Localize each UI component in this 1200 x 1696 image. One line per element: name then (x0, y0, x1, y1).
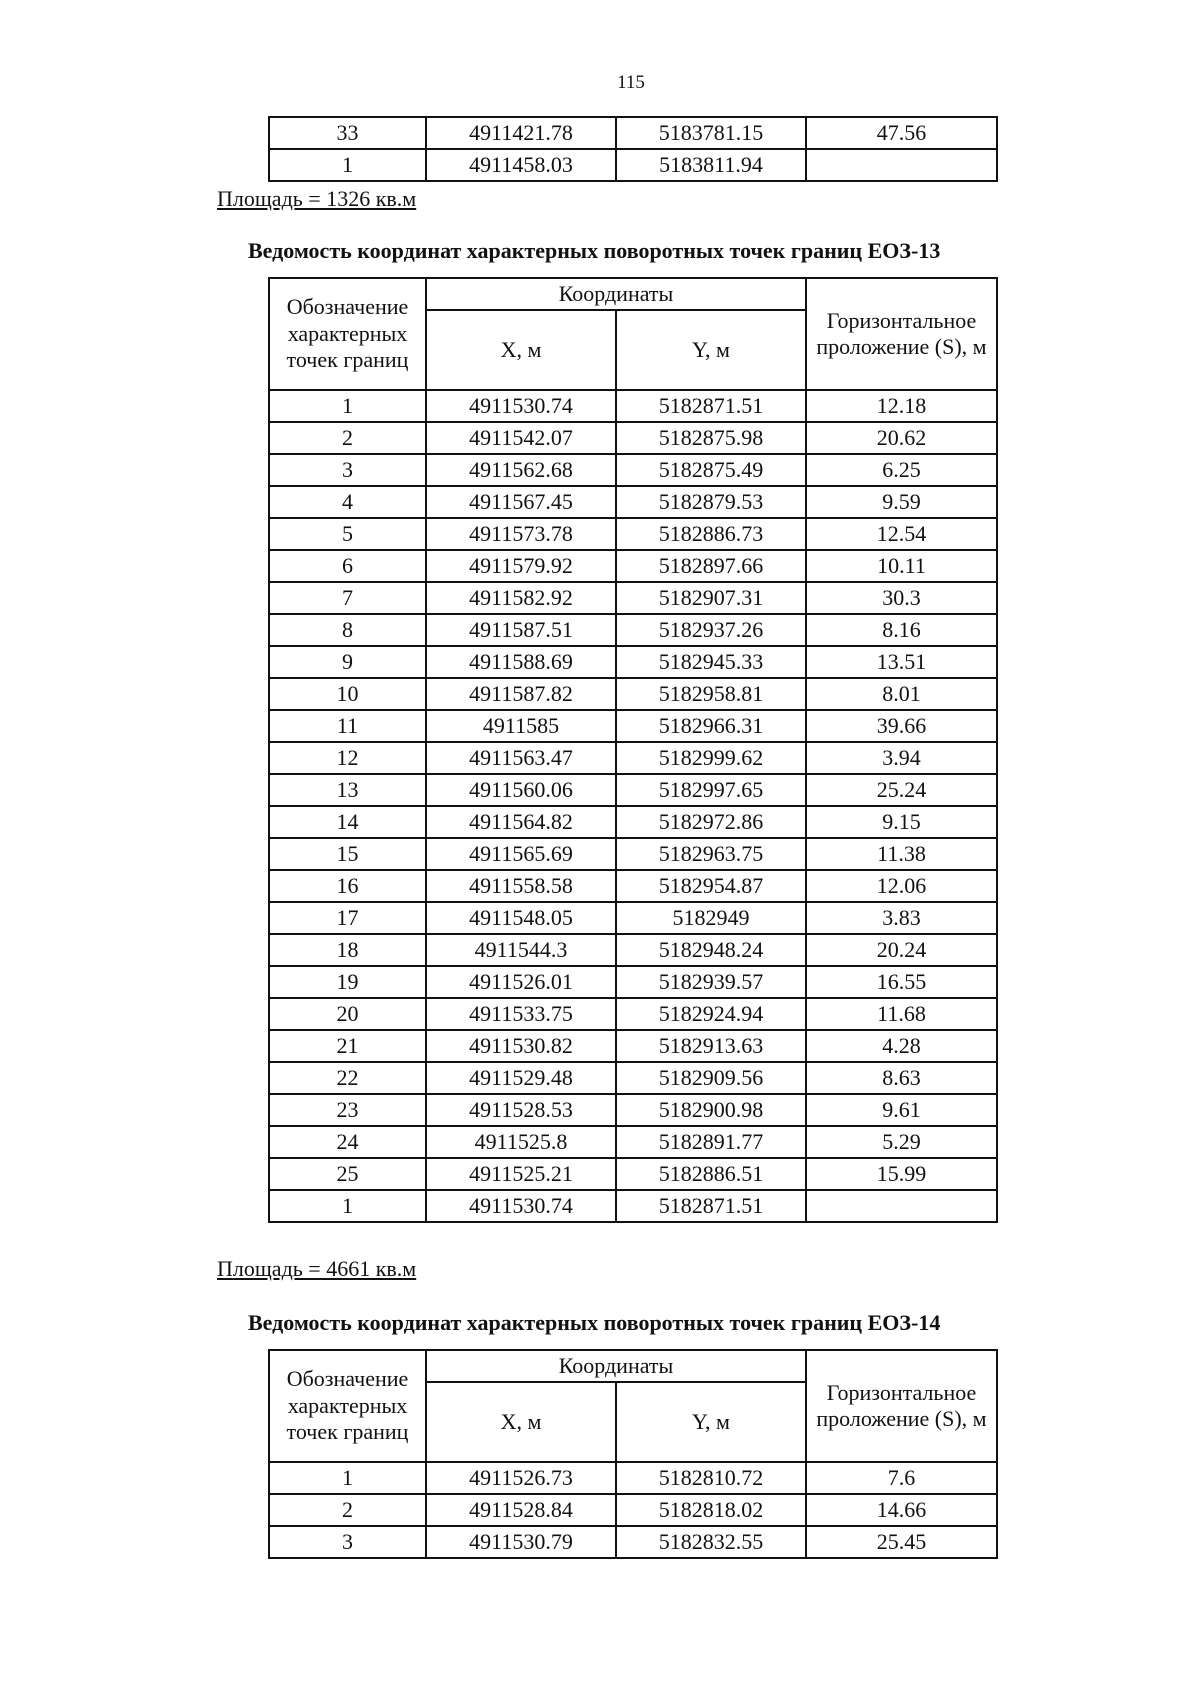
header-y: Y, м (616, 310, 806, 390)
cell-point: 14 (269, 806, 426, 838)
cell-y: 5182997.65 (616, 774, 806, 806)
cell-point: 21 (269, 1030, 426, 1062)
cell-x: 4911525.21 (426, 1158, 616, 1190)
cell-distance: 25.45 (806, 1526, 997, 1558)
cell-distance: 16.55 (806, 966, 997, 998)
table-row (269, 1126, 997, 1158)
cell-x: 4911526.01 (426, 966, 616, 998)
cell-distance: 12.06 (806, 870, 997, 902)
cell-point: 1 (269, 149, 426, 181)
cell-x: 4911458.03 (426, 149, 616, 181)
cell-x: 4911567.45 (426, 486, 616, 518)
cell-y: 5182875.98 (616, 422, 806, 454)
cell-y: 5182949 (616, 902, 806, 934)
area-label: Площадь = 4661 кв.м (217, 1256, 417, 1281)
cell-y: 5182897.66 (616, 550, 806, 582)
header-point-designation: Обозначение характерных точек границ (269, 1350, 426, 1462)
table-row (269, 582, 997, 614)
cell-point: 3 (269, 454, 426, 486)
cell-point: 18 (269, 934, 426, 966)
table-row (269, 422, 997, 454)
table-row (269, 902, 997, 934)
cell-x: 4911526.73 (426, 1462, 616, 1494)
section-title-eoz-13: Ведомость координат характерных поворотных точек границ ЕОЗ-13 (248, 238, 941, 263)
cell-x: 4911542.07 (426, 422, 616, 454)
cell-y: 5182832.55 (616, 1526, 806, 1558)
cell-y: 5182999.62 (616, 742, 806, 774)
cell-point: 17 (269, 902, 426, 934)
cell-x: 4911582.92 (426, 582, 616, 614)
area-label: Площадь = 1326 кв.м (217, 186, 417, 211)
cell-x: 4911528.53 (426, 1094, 616, 1126)
cell-point: 12 (269, 742, 426, 774)
coordinates-table-eoz-14 (268, 1349, 998, 1559)
table-row (269, 454, 997, 486)
cell-point: 1 (269, 1462, 426, 1494)
cell-y: 5182818.02 (616, 1494, 806, 1526)
cell-distance (806, 149, 997, 181)
cell-y: 5182913.63 (616, 1030, 806, 1062)
cell-point: 23 (269, 1094, 426, 1126)
cell-x: 4911544.3 (426, 934, 616, 966)
cell-x: 4911588.69 (426, 646, 616, 678)
cell-y: 5182900.98 (616, 1094, 806, 1126)
table-row (269, 646, 997, 678)
cell-distance: 9.59 (806, 486, 997, 518)
cell-point: 13 (269, 774, 426, 806)
cell-distance: 25.24 (806, 774, 997, 806)
cell-y: 5182948.24 (616, 934, 806, 966)
table-body (269, 117, 997, 181)
cell-point: 20 (269, 998, 426, 1030)
header-horizontal-distance: Горизонтальное проложение (S), м (806, 278, 997, 390)
header-y: Y, м (616, 1382, 806, 1462)
cell-x: 4911421.78 (426, 117, 616, 149)
cell-distance: 11.68 (806, 998, 997, 1030)
cell-point: 8 (269, 614, 426, 646)
page-number: 115 (617, 72, 645, 93)
table-row (269, 1062, 997, 1094)
cell-distance: 8.01 (806, 678, 997, 710)
cell-y: 5182879.53 (616, 486, 806, 518)
cell-x: 4911579.92 (426, 550, 616, 582)
table-body (269, 1462, 997, 1558)
cell-x: 4911530.82 (426, 1030, 616, 1062)
table-row (269, 806, 997, 838)
cell-y: 5182886.73 (616, 518, 806, 550)
cell-x: 4911533.75 (426, 998, 616, 1030)
cell-point: 3 (269, 1526, 426, 1558)
cell-distance: 13.51 (806, 646, 997, 678)
table-row (269, 1494, 997, 1526)
cell-distance: 3.94 (806, 742, 997, 774)
cell-y: 5182875.49 (616, 454, 806, 486)
table-row (269, 998, 997, 1030)
cell-point: 7 (269, 582, 426, 614)
table-row (269, 1158, 997, 1190)
cell-point: 15 (269, 838, 426, 870)
cell-point: 1 (269, 1190, 426, 1222)
table-row (269, 1030, 997, 1062)
cell-distance: 7.6 (806, 1462, 997, 1494)
table-row (269, 1190, 997, 1222)
cell-point: 11 (269, 710, 426, 742)
cell-point: 25 (269, 1158, 426, 1190)
header-coordinates: Координаты (426, 1350, 806, 1382)
table-row (269, 390, 997, 422)
cell-y: 5182871.51 (616, 390, 806, 422)
cell-y: 5182966.31 (616, 710, 806, 742)
cell-y: 5182924.94 (616, 998, 806, 1030)
cell-y: 5182891.77 (616, 1126, 806, 1158)
cell-y: 5182937.26 (616, 614, 806, 646)
cell-x: 4911530.79 (426, 1526, 616, 1558)
cell-y: 5182810.72 (616, 1462, 806, 1494)
cell-x: 4911529.48 (426, 1062, 616, 1094)
cell-point: 4 (269, 486, 426, 518)
table-row (269, 486, 997, 518)
cell-x: 4911563.47 (426, 742, 616, 774)
table-row (269, 614, 997, 646)
coordinates-table-continuation (268, 116, 998, 182)
cell-distance: 20.24 (806, 934, 997, 966)
cell-y: 5182907.31 (616, 582, 806, 614)
cell-distance: 3.83 (806, 902, 997, 934)
cell-x: 4911560.06 (426, 774, 616, 806)
cell-distance: 9.61 (806, 1094, 997, 1126)
cell-distance: 5.29 (806, 1126, 997, 1158)
table-body (269, 390, 997, 1222)
cell-y: 5182939.57 (616, 966, 806, 998)
cell-point: 24 (269, 1126, 426, 1158)
cell-distance: 11.38 (806, 838, 997, 870)
cell-distance: 12.18 (806, 390, 997, 422)
cell-point: 2 (269, 422, 426, 454)
cell-point: 2 (269, 1494, 426, 1526)
table-row (269, 550, 997, 582)
cell-distance: 8.63 (806, 1062, 997, 1094)
cell-point: 19 (269, 966, 426, 998)
cell-y: 5182871.51 (616, 1190, 806, 1222)
cell-point: 22 (269, 1062, 426, 1094)
table-row (269, 870, 997, 902)
cell-distance: 8.16 (806, 614, 997, 646)
table-row (269, 1526, 997, 1558)
header-point-designation: Обозначение характерных точек границ (269, 278, 426, 390)
cell-x: 4911562.68 (426, 454, 616, 486)
table-row (269, 1462, 997, 1494)
cell-point: 5 (269, 518, 426, 550)
cell-y: 5182963.75 (616, 838, 806, 870)
cell-x: 4911587.51 (426, 614, 616, 646)
cell-point: 16 (269, 870, 426, 902)
cell-x: 4911525.8 (426, 1126, 616, 1158)
cell-x: 4911573.78 (426, 518, 616, 550)
cell-distance: 10.11 (806, 550, 997, 582)
cell-distance: 14.66 (806, 1494, 997, 1526)
header-coordinates: Координаты (426, 278, 806, 310)
header-x: X, м (426, 310, 616, 390)
cell-x: 4911530.74 (426, 390, 616, 422)
cell-x: 4911528.84 (426, 1494, 616, 1526)
cell-point: 9 (269, 646, 426, 678)
cell-x: 4911565.69 (426, 838, 616, 870)
cell-y: 5182958.81 (616, 678, 806, 710)
cell-y: 5182909.56 (616, 1062, 806, 1094)
cell-point: 6 (269, 550, 426, 582)
table-row (269, 966, 997, 998)
section-title-eoz-14: Ведомость координат характерных поворотных точек границ ЕОЗ-14 (248, 1310, 941, 1335)
cell-distance (806, 1190, 997, 1222)
cell-point: 33 (269, 117, 426, 149)
table-row (269, 742, 997, 774)
header-x: X, м (426, 1382, 616, 1462)
cell-y: 5183781.15 (616, 117, 806, 149)
table-row (269, 710, 997, 742)
cell-distance: 47.56 (806, 117, 997, 149)
cell-distance: 12.54 (806, 518, 997, 550)
table-row (269, 934, 997, 966)
cell-distance: 9.15 (806, 806, 997, 838)
cell-distance: 4.28 (806, 1030, 997, 1062)
table-row (269, 518, 997, 550)
cell-distance: 30.3 (806, 582, 997, 614)
cell-distance: 6.25 (806, 454, 997, 486)
cell-y: 5182945.33 (616, 646, 806, 678)
header-horizontal-distance: Горизонтальное проложение (S), м (806, 1350, 997, 1462)
cell-distance: 15.99 (806, 1158, 997, 1190)
table-row (269, 678, 997, 710)
cell-x: 4911587.82 (426, 678, 616, 710)
cell-distance: 39.66 (806, 710, 997, 742)
cell-y: 5182972.86 (616, 806, 806, 838)
table-row (269, 1094, 997, 1126)
cell-y: 5182954.87 (616, 870, 806, 902)
cell-distance: 20.62 (806, 422, 997, 454)
cell-point: 10 (269, 678, 426, 710)
cell-y: 5183811.94 (616, 149, 806, 181)
table-row (269, 774, 997, 806)
cell-x: 4911585 (426, 710, 616, 742)
cell-y: 5182886.51 (616, 1158, 806, 1190)
coordinates-table-eoz-13 (268, 277, 998, 1223)
table-row (269, 117, 997, 149)
cell-x: 4911548.05 (426, 902, 616, 934)
cell-point: 1 (269, 390, 426, 422)
table-row (269, 149, 997, 181)
cell-x: 4911564.82 (426, 806, 616, 838)
cell-x: 4911530.74 (426, 1190, 616, 1222)
table-row (269, 838, 997, 870)
cell-x: 4911558.58 (426, 870, 616, 902)
